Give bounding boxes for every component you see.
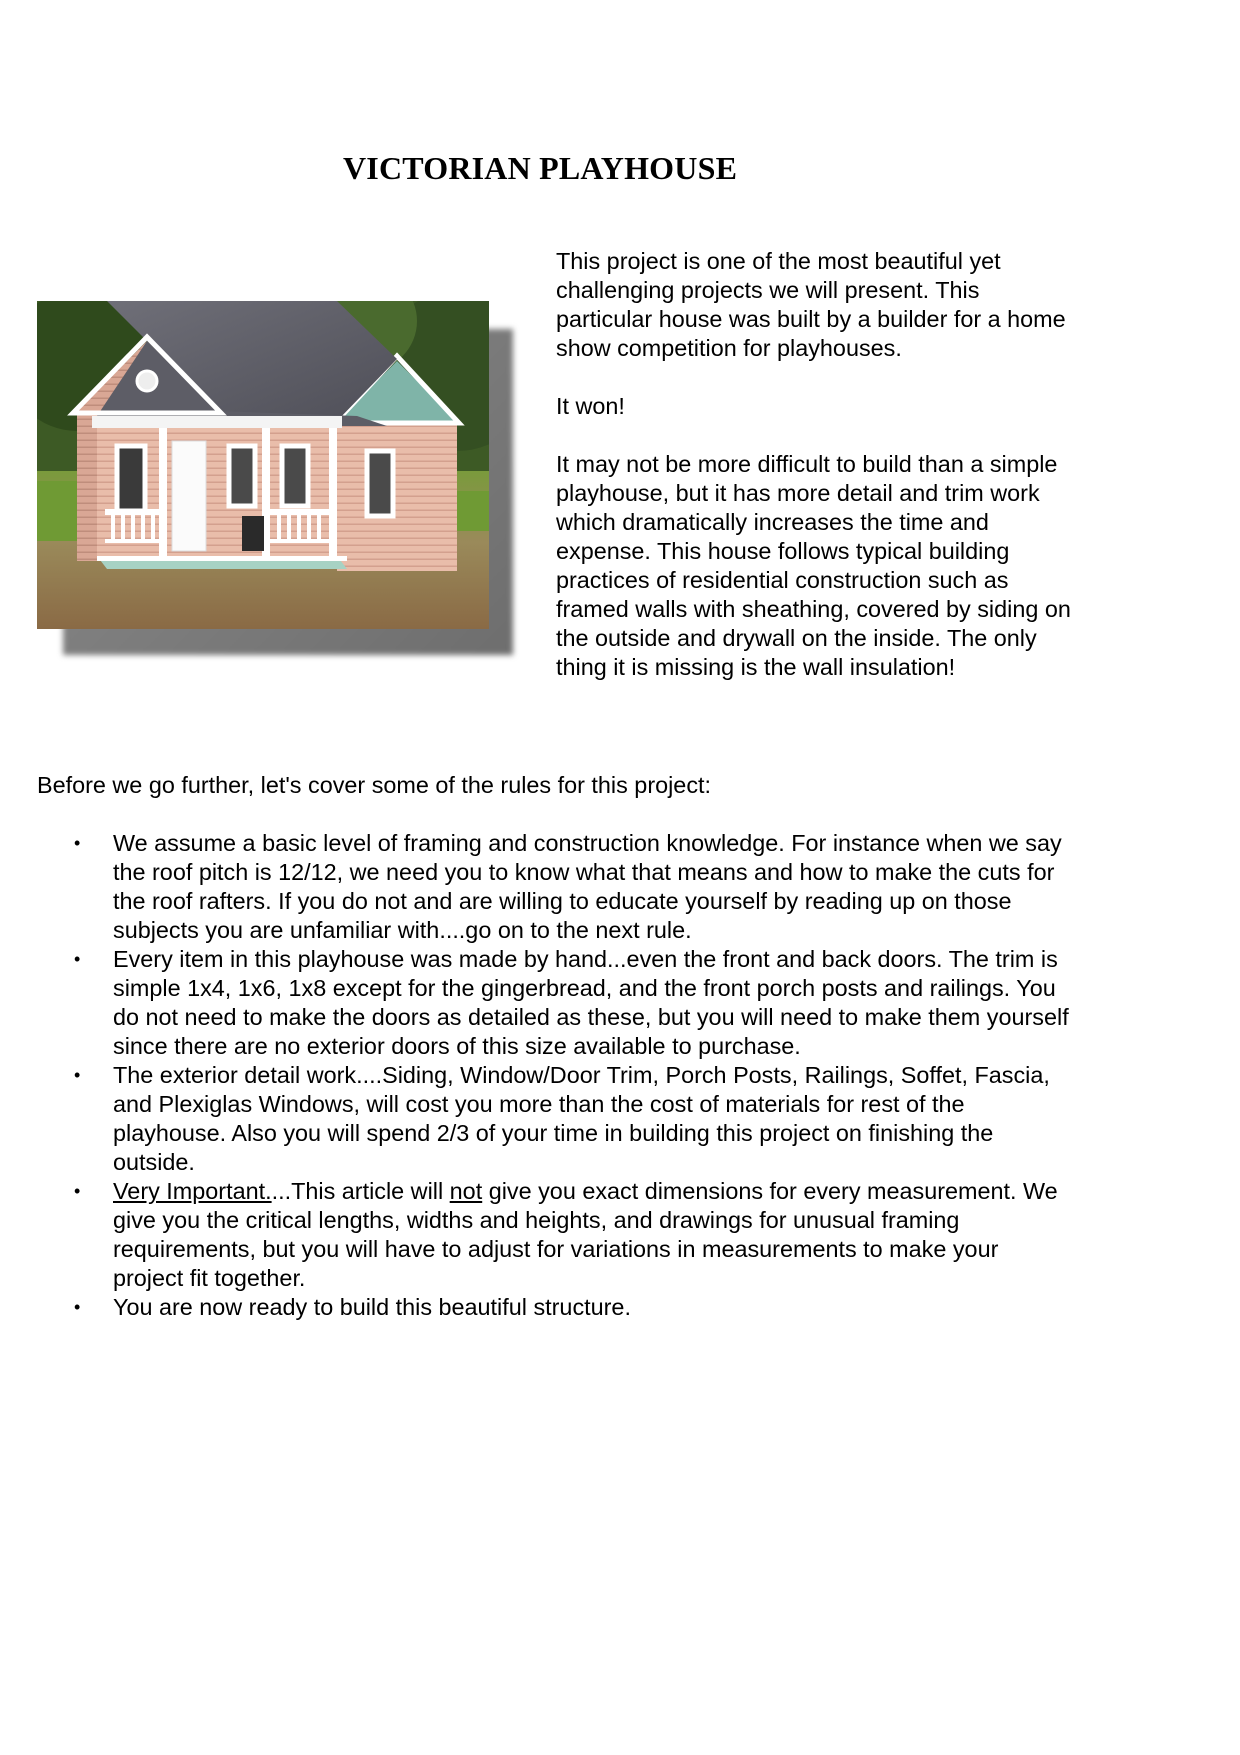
not-emphasis: not — [449, 1178, 483, 1204]
list-item — [74, 945, 1073, 1061]
intro-paragraph: This project is one of the most beautiful yet challenging projects we will present. This particular house was built by a builder for a home show competition for playhouses. — [556, 248, 1066, 361]
intro-paragraph: It may not be more difficult to build than a simple playhouse, but it has more detail and trim work which dramatically increases the time and expense. This house follows typical building practices of residential construction such as framed walls with sheathing, covered by siding on the outside and drywall on the inside. The only thing it is missing is the wall insulation! — [556, 451, 1071, 680]
rule-text: We assume a basic level of framing and construction knowledge. For instance when we say the roof pitch is 12/12, we need you to know what that means and how to make the cuts for the roof rafters. If you do not and are willing to educate yourself by reading up on those subjects you are unfamiliar with....go on to the next rule. — [113, 830, 1062, 943]
bullet-icon: • — [74, 949, 81, 969]
rule-text: The exterior detail work....Siding, Window/Door Trim, Porch Posts, Railings, Soffet, Fascia, and Plexiglas Windows, will cost you more than the cost of materials for rest of the playhouse. Also you will spend 2/3 of your time in building this project on finishing the outside. — [113, 1062, 1050, 1175]
bullet-icon: • — [74, 1065, 81, 1085]
very-important-label: Very Important. — [113, 1178, 272, 1204]
list-item — [74, 1061, 1073, 1177]
page-title: VICTORIAN PLAYHOUSE — [343, 150, 738, 186]
rules-lead: Before we go further, let's cover some of the rules for this project: — [37, 772, 712, 798]
intro-text — [556, 247, 1076, 711]
playhouse-photo — [37, 301, 489, 629]
rule-text-part: give you exact dimensions for every measurement. We give you the critical lengths, widths and heights, and drawings for unusual framing requirements, but you will have to adjust for variations in measurements to make your project fit together. — [113, 1178, 1058, 1291]
bullet-icon: • — [74, 833, 81, 853]
rule-text: Every item in this playhouse was made by hand...even the front and back doors. The trim is simple 1x4, 1x6, 1x8 except for the gingerbread, and the front porch posts and railings. You do not need to make the doors as detailed as these, but you will need to make them yourself since there are no exterior doors of this size available to purchase. — [113, 946, 1069, 1059]
bullet-icon: • — [74, 1181, 81, 1201]
bullet-icon: • — [74, 1297, 81, 1317]
playhouse-photo-figure — [37, 301, 517, 657]
rule-text-part: ...This article will — [271, 1178, 450, 1204]
list-item — [74, 829, 1073, 945]
list-item — [74, 1293, 1073, 1322]
list-item — [74, 1177, 1073, 1293]
rules-list — [74, 829, 1073, 1322]
rule-text: You are now ready to build this beautiful structure. — [113, 1294, 631, 1320]
intro-paragraph: It won! — [556, 393, 625, 419]
